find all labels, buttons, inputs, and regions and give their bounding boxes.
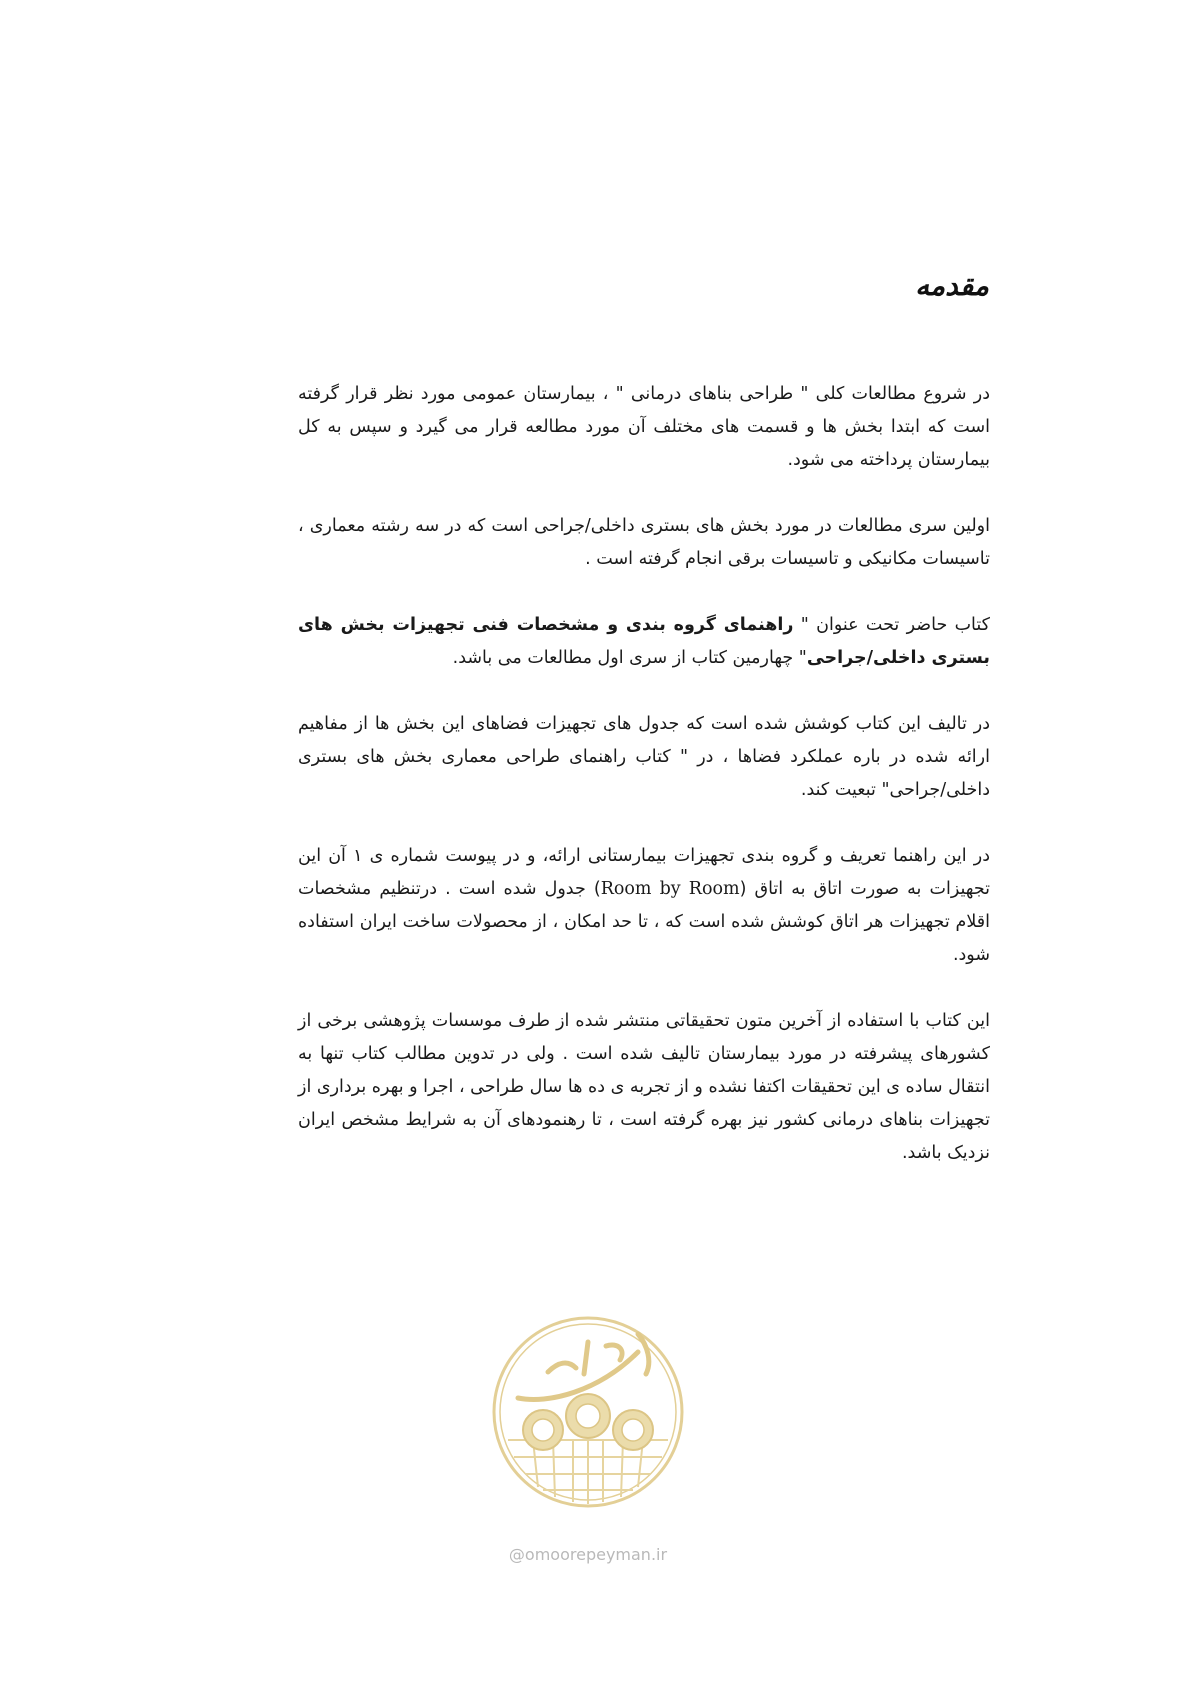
page-title: مقدمه [915, 269, 989, 302]
paragraph-5-start: در این راهنما تعریف و گروه بندی تجهیزات بیمارستانی ارائه، و در پیوست شماره ی ۱ آن این تجهیزات به صورت اتاق به اتاق ( [298, 846, 991, 899]
book-title: راهنمای گروه بندی و مشخصات فنی تجهیزات بخش های بستری داخلی/جراحی [298, 615, 990, 668]
paragraph-6: این کتاب با استفاده از آخرین متون تحقیقاتی منتشر شده از طرف موسسات پژوهشی برخی از کشورهای پیشرفته در مورد بیمارستان تالیف شده است . ولی در تدوین مطالب کتاب تنها به انتقال ساده ی این تحقیقات اکتفا نشده و از تجربه ی ده ها سال طراحی ، اجرا و بهره برداری از تجهیزات بناهای درمانی کشور نیز بهره گرفته است ، تا رهنمودهای آن به شرایط مشخص ایران نزدیک باشد. [298, 1011, 990, 1163]
watermark-logo-icon [488, 1312, 688, 1512]
paragraph-3 [298, 609, 990, 675]
paragraph-5 [298, 840, 990, 972]
paragraph-4: در تالیف این کتاب کوشش شده است که جدول های تجهیزات فضاهای این بخش ها از مفاهیم ارائه شده در باره عملکرد فضاها ، در " کتاب راهنمای طراحی معماری بخش های بستری داخلی/جراحی" تبعیت کند. [298, 714, 990, 800]
paragraph-1: در شروع مطالعات کلی " طراحی بناهای درمانی " ، بیمارستان عمومی مورد نظر قرار گرفته است که ابتدا بخش ها و قسمت های مختلف آن مورد مطالعه قرار می گیرد و سپس به کل بیمارستان پرداخته می شود. [298, 384, 990, 470]
paragraph-3-intro: کتاب حاضر تحت عنوان " [793, 615, 990, 635]
body-text [298, 378, 990, 1203]
watermark-caption: @omoorepeyman.ir [508, 1545, 668, 1564]
paragraph-3-end: " چهارمین کتاب از سری اول مطالعات می باشد. [452, 648, 807, 668]
paragraph-2: اولین سری مطالعات در مورد بخش های بستری داخلی/جراحی است که در سه رشته معماری ، تاسیسات مکانیکی و تاسیسات برقی انجام گرفته است . [298, 516, 990, 569]
paragraph-5-end: ) جدول شده است . درتنظیم مشخصات اقلام تجهیزات هر اتاق کوشش شده است که ، تا حد امکان ، از محصولات ساخت ایران استفاده شود. [298, 879, 990, 965]
room-by-room-term: Room by Room [600, 879, 740, 899]
